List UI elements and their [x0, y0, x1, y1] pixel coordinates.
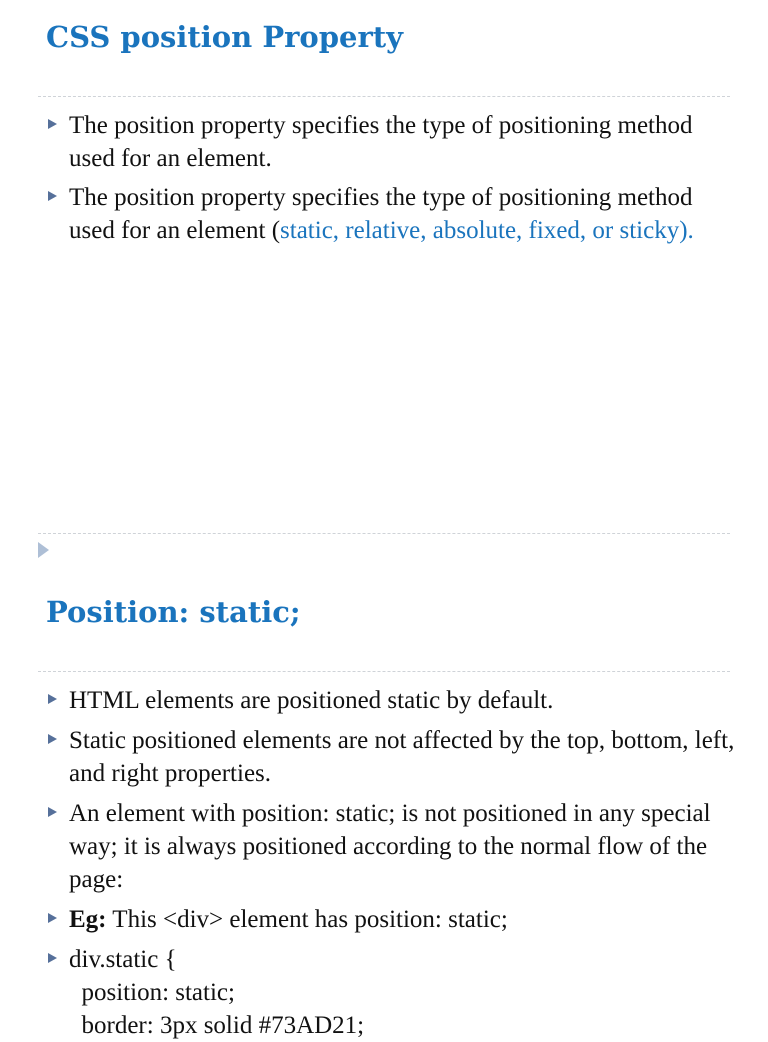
slide-2-bullet-list: [0, 684, 768, 1042]
bullet-item: [0, 797, 768, 896]
slide-1-bottom-divider: [38, 533, 730, 534]
bullet-text: The position property specifies the type of positioning method used for an element (: [69, 184, 693, 244]
slide-1-bullet-list: [0, 109, 768, 247]
right-triangle-icon: [48, 119, 57, 129]
bullet-bold-label: Eg:: [69, 906, 107, 933]
bullet-item: [0, 684, 768, 717]
right-triangle-icon: [48, 694, 57, 704]
slide-2-title: Position: static;: [46, 595, 301, 629]
bullet-text: The position property specifies the type of positioning method used for an element.: [69, 112, 693, 172]
code-line: border: 3px solid #73AD21;: [69, 1012, 365, 1039]
bullet-item: [0, 109, 768, 175]
bullet-text: Static positioned elements are not affected by the top, bottom, left, and right properties.: [69, 727, 735, 787]
right-triangle-icon: [48, 953, 57, 963]
code-line: div.static {: [69, 946, 177, 973]
right-triangle-icon: [48, 191, 57, 201]
bullet-item: [0, 181, 768, 247]
bullet-text: An element with position: static; is not positioned in any special way; it is always positioned according to the normal flow of the page:: [69, 800, 711, 893]
right-triangle-icon: [48, 807, 57, 817]
code-line: position: static;: [69, 979, 235, 1006]
slide-marker-icon: [38, 542, 49, 558]
slide-1-title-divider: [38, 96, 730, 97]
slide-2-title-divider: [38, 671, 730, 672]
right-triangle-icon: [48, 913, 57, 923]
right-triangle-icon: [48, 734, 57, 744]
bullet-item: [0, 903, 768, 936]
bullet-highlight-text: static, relative, absolute, fixed, or sticky).: [280, 217, 694, 244]
bullet-text: HTML elements are positioned static by default.: [69, 687, 554, 714]
bullet-item: [0, 724, 768, 790]
slide-1-title: CSS position Property: [46, 20, 404, 54]
bullet-item: [0, 943, 768, 1042]
bullet-text: This <div> element has position: static;: [106, 906, 508, 933]
slide-2: [0, 575, 768, 1039]
